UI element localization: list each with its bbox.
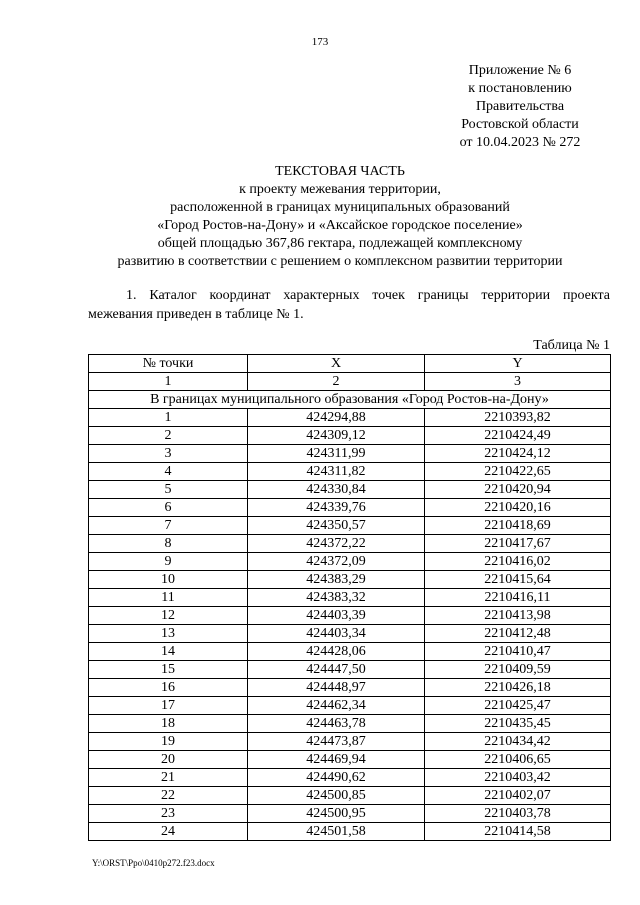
table-body xyxy=(89,409,611,841)
cell-x: 424372,22 xyxy=(248,535,425,553)
title-line: общей площадью 367,86 гектара, подлежащей комплексному xyxy=(157,236,523,251)
appendix-block xyxy=(440,62,600,152)
cell-point-number: 6 xyxy=(89,499,248,517)
cell-y: 2210424,12 xyxy=(425,445,611,463)
column-number: 3 xyxy=(425,373,611,391)
appendix-line: от 10.04.2023 № 272 xyxy=(459,135,581,150)
cell-y: 2210422,65 xyxy=(425,463,611,481)
table-row xyxy=(89,751,611,769)
cell-y: 2210406,65 xyxy=(425,751,611,769)
cell-y: 2210409,59 xyxy=(425,661,611,679)
table-row xyxy=(89,481,611,499)
table-row xyxy=(89,697,611,715)
title-line: ТЕКСТОВАЯ ЧАСТЬ xyxy=(275,164,405,179)
cell-point-number: 23 xyxy=(89,805,248,823)
cell-y: 2210425,47 xyxy=(425,697,611,715)
cell-point-number: 13 xyxy=(89,625,248,643)
document-title xyxy=(60,163,620,271)
table-section-row xyxy=(89,391,611,409)
table-row xyxy=(89,445,611,463)
cell-point-number: 12 xyxy=(89,607,248,625)
body-paragraph xyxy=(88,286,610,324)
table-row xyxy=(89,589,611,607)
table-row xyxy=(89,409,611,427)
cell-y: 2210403,78 xyxy=(425,805,611,823)
appendix-line: Ростовской области xyxy=(461,117,579,132)
cell-point-number: 18 xyxy=(89,715,248,733)
table-row xyxy=(89,571,611,589)
header-point-number: № точки xyxy=(89,355,248,373)
header-y: Y xyxy=(425,355,611,373)
cell-point-number: 22 xyxy=(89,787,248,805)
table-row xyxy=(89,787,611,805)
appendix-line: к постановлению xyxy=(468,81,572,96)
cell-point-number: 10 xyxy=(89,571,248,589)
cell-x: 424500,95 xyxy=(248,805,425,823)
cell-x: 424311,82 xyxy=(248,463,425,481)
table-row xyxy=(89,499,611,517)
cell-point-number: 19 xyxy=(89,733,248,751)
cell-x: 424428,06 xyxy=(248,643,425,661)
cell-x: 424339,76 xyxy=(248,499,425,517)
table-row xyxy=(89,805,611,823)
cell-point-number: 21 xyxy=(89,769,248,787)
cell-x: 424448,97 xyxy=(248,679,425,697)
column-number: 1 xyxy=(89,373,248,391)
cell-point-number: 9 xyxy=(89,553,248,571)
table-caption: Таблица № 1 xyxy=(533,338,610,353)
cell-point-number: 17 xyxy=(89,697,248,715)
cell-x: 424473,87 xyxy=(248,733,425,751)
table-row xyxy=(89,427,611,445)
cell-y: 2210418,69 xyxy=(425,517,611,535)
file-path-footer: Y:\ORST\Ppo\0410p272.f23.docx xyxy=(92,858,215,868)
cell-x: 424383,32 xyxy=(248,589,425,607)
cell-point-number: 7 xyxy=(89,517,248,535)
table-header-row xyxy=(89,355,611,373)
cell-y: 2210424,49 xyxy=(425,427,611,445)
appendix-line: Правительства xyxy=(475,99,565,114)
cell-y: 2210416,02 xyxy=(425,553,611,571)
cell-point-number: 20 xyxy=(89,751,248,769)
cell-x: 424309,12 xyxy=(248,427,425,445)
appendix-line: Приложение № 6 xyxy=(468,63,572,78)
cell-x: 424447,50 xyxy=(248,661,425,679)
cell-point-number: 3 xyxy=(89,445,248,463)
cell-x: 424372,09 xyxy=(248,553,425,571)
cell-point-number: 1 xyxy=(89,409,248,427)
page-number: 173 xyxy=(311,36,329,48)
cell-y: 2210402,07 xyxy=(425,787,611,805)
cell-point-number: 15 xyxy=(89,661,248,679)
table-column-numbers-row xyxy=(89,373,611,391)
cell-point-number: 14 xyxy=(89,643,248,661)
cell-point-number: 8 xyxy=(89,535,248,553)
cell-x: 424383,29 xyxy=(248,571,425,589)
cell-y: 2210420,16 xyxy=(425,499,611,517)
cell-x: 424294,88 xyxy=(248,409,425,427)
cell-x: 424463,78 xyxy=(248,715,425,733)
cell-point-number: 24 xyxy=(89,823,248,841)
cell-x: 424462,34 xyxy=(248,697,425,715)
cell-y: 2210417,67 xyxy=(425,535,611,553)
table-row xyxy=(89,535,611,553)
title-line: развитию в соответствии с решением о комплексном развитии территории xyxy=(117,254,563,269)
cell-y: 2210435,45 xyxy=(425,715,611,733)
cell-x: 424501,58 xyxy=(248,823,425,841)
cell-point-number: 5 xyxy=(89,481,248,499)
paragraph-line: 1. Каталог координат характерных точек границы территории проекта xyxy=(126,288,610,303)
cell-point-number: 4 xyxy=(89,463,248,481)
cell-point-number: 16 xyxy=(89,679,248,697)
table-row xyxy=(89,517,611,535)
coordinates-table xyxy=(88,354,611,841)
cell-x: 424490,62 xyxy=(248,769,425,787)
cell-y: 2210393,82 xyxy=(425,409,611,427)
section-label: В границах муниципального образования «Город Ростов-на-Дону» xyxy=(89,391,611,409)
table-row xyxy=(89,823,611,841)
cell-y: 2210420,94 xyxy=(425,481,611,499)
title-line: «Город Ростов-на-Дону» и «Аксайское городское поселение» xyxy=(157,218,523,233)
cell-x: 424330,84 xyxy=(248,481,425,499)
cell-x: 424403,34 xyxy=(248,625,425,643)
table-row xyxy=(89,625,611,643)
cell-x: 424500,85 xyxy=(248,787,425,805)
table-row xyxy=(89,715,611,733)
header-x: X xyxy=(248,355,425,373)
table-row xyxy=(89,553,611,571)
cell-y: 2210410,47 xyxy=(425,643,611,661)
cell-x: 424311,99 xyxy=(248,445,425,463)
cell-point-number: 11 xyxy=(89,589,248,607)
table-row xyxy=(89,769,611,787)
title-line: расположенной в границах муниципальных образований xyxy=(170,200,510,215)
cell-y: 2210415,64 xyxy=(425,571,611,589)
table-row xyxy=(89,679,611,697)
column-number: 2 xyxy=(248,373,425,391)
cell-y: 2210414,58 xyxy=(425,823,611,841)
table-row xyxy=(89,643,611,661)
paragraph-line: межевания приведен в таблице № 1. xyxy=(88,307,304,322)
table-row xyxy=(89,463,611,481)
title-line: к проекту межевания территории, xyxy=(239,182,441,197)
cell-x: 424350,57 xyxy=(248,517,425,535)
table-row xyxy=(89,607,611,625)
cell-y: 2210434,42 xyxy=(425,733,611,751)
cell-x: 424403,39 xyxy=(248,607,425,625)
cell-y: 2210403,42 xyxy=(425,769,611,787)
cell-y: 2210416,11 xyxy=(425,589,611,607)
table-row xyxy=(89,661,611,679)
cell-y: 2210412,48 xyxy=(425,625,611,643)
table-row xyxy=(89,733,611,751)
cell-y: 2210413,98 xyxy=(425,607,611,625)
cell-y: 2210426,18 xyxy=(425,679,611,697)
cell-x: 424469,94 xyxy=(248,751,425,769)
cell-point-number: 2 xyxy=(89,427,248,445)
